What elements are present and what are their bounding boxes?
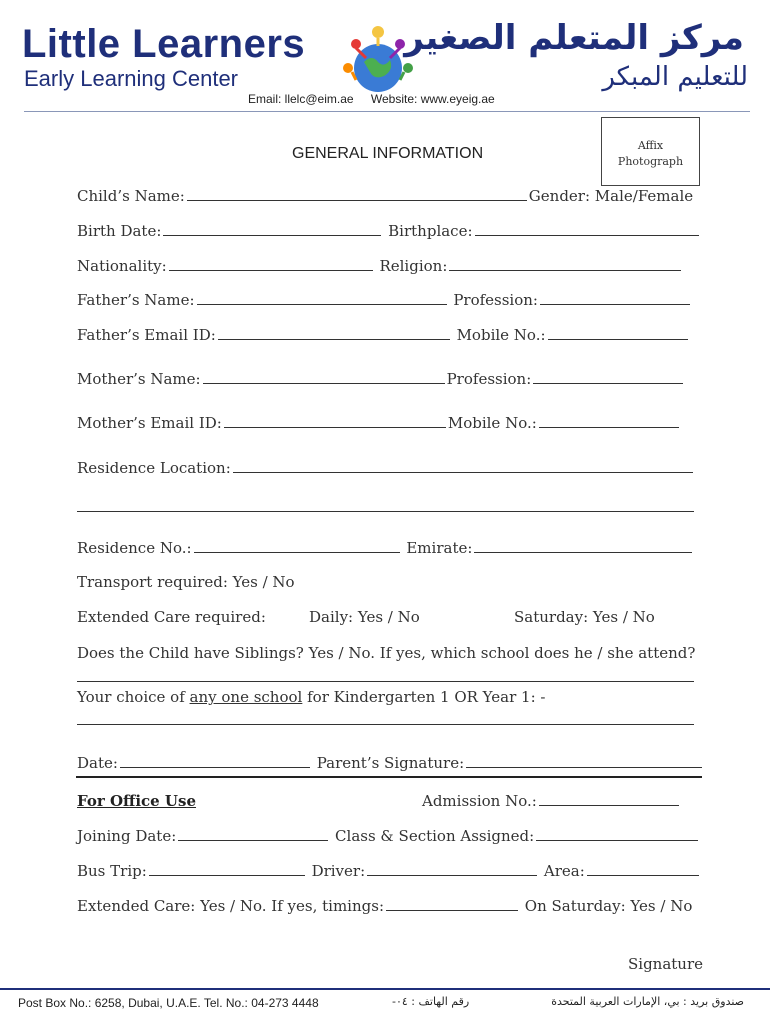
father-email-label: Father’s Email ID:: [77, 326, 216, 344]
extended-care-label: Extended Care required:: [77, 608, 266, 626]
date-blank[interactable]: [120, 755, 310, 768]
office-timings-blank[interactable]: [386, 898, 518, 911]
nationality-row: [77, 257, 683, 275]
date-signature-row: [77, 754, 704, 772]
siblings-text: Does the Child have Siblings? Yes / No. If yes, which school does he / she attend?: [77, 644, 696, 662]
extended-care-saturday: Saturday: Yes / No: [514, 608, 655, 626]
school-choice-row: [77, 688, 545, 706]
emirate-label: Emirate:: [406, 539, 473, 557]
joining-date-label: Joining Date:: [77, 827, 177, 845]
mother-profession-label: Profession:: [446, 370, 532, 388]
transport-text: Transport required: Yes / No: [77, 573, 295, 591]
footer-arabic-phone: رقم الهاتف : ٠٤-: [392, 995, 470, 1008]
mother-mobile-label: Mobile No.:: [447, 414, 537, 432]
mother-email-label: Mother’s Email ID:: [77, 414, 222, 432]
birthplace-label: Birthplace:: [388, 222, 473, 240]
mother-name-label: Mother’s Name:: [77, 370, 201, 388]
parent-signature-label: Parent’s Signature:: [316, 754, 465, 772]
residence-location-row: [77, 459, 695, 477]
office-saturday-label: On Saturday: Yes / No: [524, 897, 693, 915]
photo-box-label-1: Affix: [637, 139, 664, 152]
area-blank[interactable]: [587, 863, 699, 876]
residence-location-blank[interactable]: [233, 460, 693, 473]
father-email-row: [77, 326, 690, 344]
birthplace-blank[interactable]: [475, 223, 699, 236]
area-label: Area:: [543, 862, 585, 880]
emirate-blank[interactable]: [474, 540, 692, 553]
school-choice-prefix: Your choice of: [77, 688, 185, 706]
contact-line: [248, 92, 509, 106]
father-mobile-label: Mobile No.:: [456, 326, 546, 344]
birth-date-label: Birth Date:: [77, 222, 162, 240]
residence-no-row: [77, 539, 694, 557]
footer-arabic-address: صندوق بريد : بي، الإمارات العربية المتحدة: [551, 995, 744, 1008]
residence-no-blank[interactable]: [194, 540, 400, 553]
arabic-subtitle: للتعليم المبكر: [602, 62, 748, 92]
website-text: Website: www.eyeig.ae: [370, 92, 495, 106]
mother-email-row: [77, 414, 681, 432]
date-label: Date:: [77, 754, 118, 772]
driver-blank[interactable]: [367, 863, 537, 876]
office-section-divider: [76, 776, 702, 778]
birth-row: [77, 222, 701, 240]
child-name-row: [77, 187, 693, 205]
class-section-label: Class & Section Assigned:: [335, 827, 535, 845]
residence-location-line-2[interactable]: [77, 511, 694, 512]
siblings-answer-line[interactable]: [77, 681, 694, 682]
birth-date-blank[interactable]: [163, 223, 381, 236]
photo-box: [601, 117, 700, 186]
school-choice-emphasis: any one school: [189, 688, 303, 706]
office-extended-care-label: Extended Care: Yes / No. If yes, timings:: [77, 897, 384, 915]
brand-title: Little Learners: [22, 22, 306, 66]
office-extended-care-row: [77, 897, 692, 915]
email-text: Email: llelc@eim.ae: [248, 92, 354, 106]
residence-location-label: Residence Location:: [77, 459, 231, 477]
nationality-blank[interactable]: [169, 258, 373, 271]
office-use-title: For Office Use: [77, 792, 197, 810]
footer-address: Post Box No.: 6258, Dubai, U.A.E. Tel. No.: 04-273 4448: [18, 996, 319, 1010]
child-name-blank[interactable]: [187, 188, 527, 201]
admission-no-blank[interactable]: [539, 793, 679, 806]
joining-row: [77, 827, 700, 845]
father-name-row: [77, 291, 692, 309]
residence-no-label: Residence No.:: [77, 539, 192, 557]
admission-row: [422, 792, 681, 810]
religion-label: Religion:: [379, 257, 448, 275]
form-title: GENERAL INFORMATION: [292, 145, 484, 162]
mother-name-row: [77, 370, 685, 388]
bus-trip-blank[interactable]: [149, 863, 305, 876]
father-profession-blank[interactable]: [540, 292, 690, 305]
mother-email-blank[interactable]: [224, 415, 446, 428]
school-choice-answer-line[interactable]: [77, 724, 694, 725]
admission-no-label: Admission No.:: [422, 792, 537, 810]
father-profession-label: Profession:: [453, 291, 538, 309]
driver-label: Driver:: [311, 862, 366, 880]
bus-trip-label: Bus Trip:: [77, 862, 147, 880]
header-divider: [24, 111, 750, 112]
arabic-title: مركز المتعلم الصغير: [404, 18, 744, 58]
class-section-blank[interactable]: [536, 828, 698, 841]
father-name-blank[interactable]: [197, 292, 447, 305]
mother-name-blank[interactable]: [203, 371, 445, 384]
religion-blank[interactable]: [449, 258, 681, 271]
bus-row: [77, 862, 701, 880]
child-name-label: Child’s Name:: [77, 187, 185, 205]
footer-divider: [0, 988, 770, 990]
mother-mobile-blank[interactable]: [539, 415, 679, 428]
father-mobile-blank[interactable]: [548, 327, 688, 340]
school-choice-suffix: for Kindergarten 1 OR Year 1: -: [307, 688, 546, 706]
parent-signature-blank[interactable]: [466, 755, 702, 768]
photo-box-label-2: Photograph: [617, 155, 684, 168]
office-signature-label: Signature: [628, 955, 704, 973]
gender-label: Gender: Male/Female: [528, 187, 694, 205]
joining-date-blank[interactable]: [178, 828, 328, 841]
father-email-blank[interactable]: [218, 327, 450, 340]
extended-care-daily: Daily: Yes / No: [309, 608, 420, 626]
nationality-label: Nationality:: [77, 257, 167, 275]
brand-subtitle: Early Learning Center: [24, 66, 239, 91]
mother-profession-blank[interactable]: [533, 371, 683, 384]
father-name-label: Father’s Name:: [77, 291, 195, 309]
